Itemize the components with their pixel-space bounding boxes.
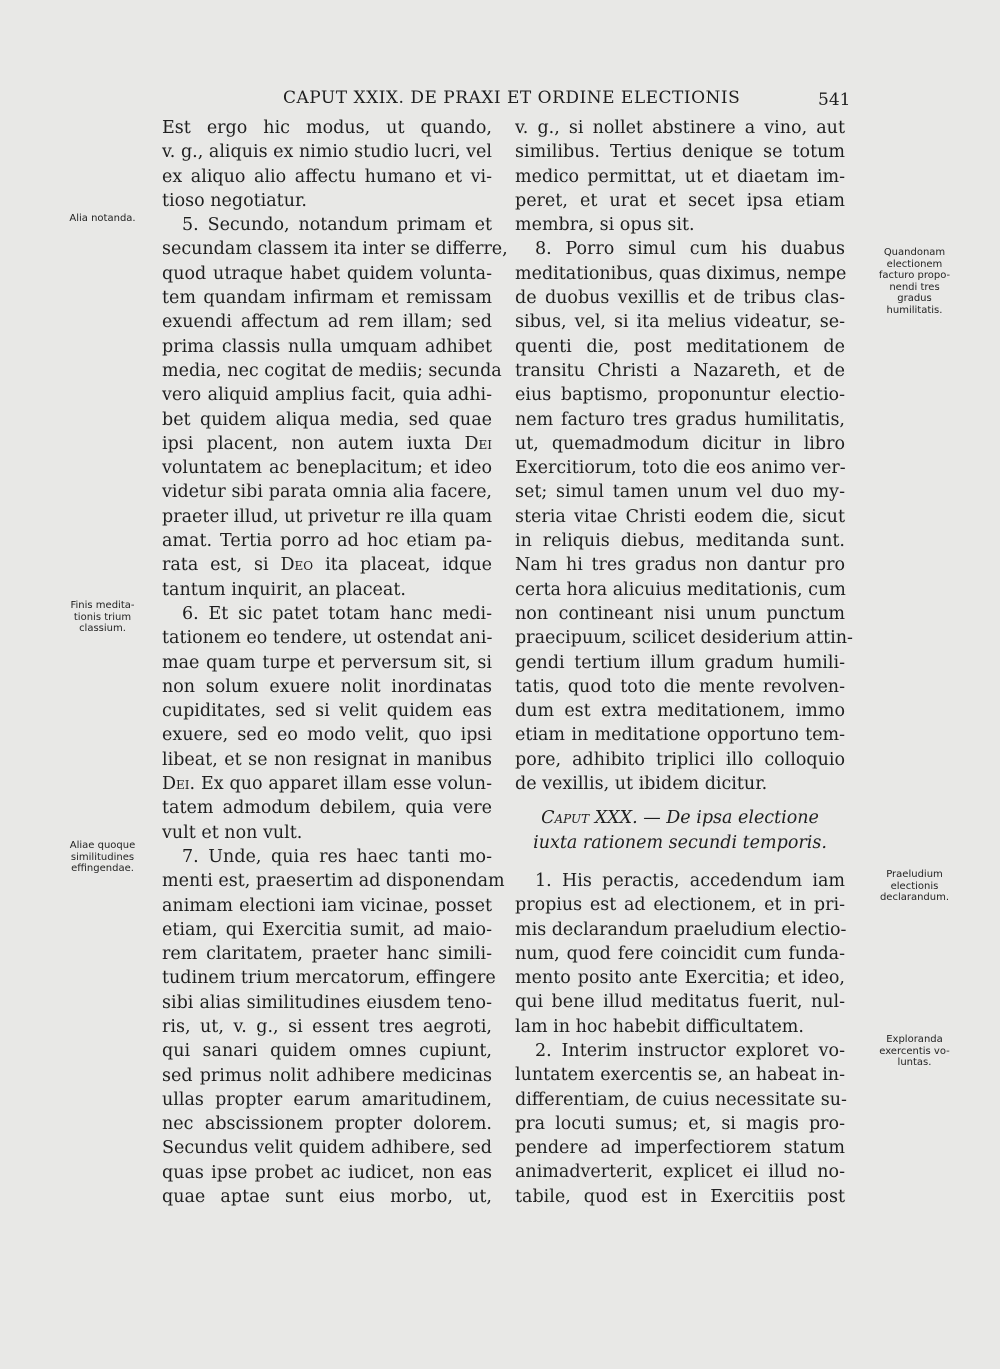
text-line: Dei. Ex quo apparet illam esse volun-	[162, 774, 492, 795]
text-line: tantum inquirit, an placeat.	[162, 579, 406, 600]
text-line: animam electioni iam vicinae, posset	[162, 895, 492, 916]
text-line: tationem eo tendere, ut ostendat ani-	[162, 628, 493, 649]
text-line: prima classis nulla umquam adhibet	[162, 336, 492, 357]
text-line: set; simul tamen unum vel duo my-	[515, 482, 845, 503]
text-line: etiam in meditatione opportuno tem-	[515, 725, 845, 746]
margin-note-text: Quandonam electionem facturo propo- nendi tres gradus humilitatis.	[878, 247, 951, 316]
text-line: rata est, si Deo ita placeat, idque	[162, 555, 492, 576]
text-line: pra locuti sumus; et, si magis pro-	[515, 1113, 845, 1134]
text-line: nem facturo tres gradus humilitatis,	[515, 409, 845, 430]
text-line: bet quidem aliqua media, sed quae	[162, 409, 492, 430]
margin-note-text: Exploranda exercentis vo- luntas.	[879, 1034, 950, 1068]
text-line: vult et non vult.	[162, 822, 303, 843]
text-line: tudinem trium mercatorum, effingere	[162, 968, 496, 989]
page-number: 541	[818, 90, 851, 110]
text-line: 2. Interim instructor exploret vo-	[535, 1040, 845, 1061]
text-line: qui sanari quidem omnes cupiunt,	[162, 1041, 492, 1062]
right-text-column	[515, 116, 853, 1209]
text-line: dum est extra meditationem, immo	[515, 701, 845, 722]
text-line: voluntatem ac beneplacitum; et ideo	[162, 458, 492, 479]
text-line: membra, si opus sit.	[515, 215, 695, 236]
margin-note-gradus-humilitatis	[862, 247, 967, 316]
text-line: tatem admodum debilem, quia vere	[162, 798, 492, 819]
bleed-through-mark	[60, 262, 150, 273]
margin-note-alia-notanda	[55, 213, 150, 225]
small-caps-word: Dei	[162, 774, 190, 795]
text-line: quod utraque habet quidem volunta-	[162, 263, 492, 284]
text-line: Nam hi tres gradus non dantur pro	[515, 555, 845, 576]
text-line: mis declarandum praeludium electio-	[515, 919, 847, 940]
text-line: de vexillis, ut ibidem dicitur.	[515, 774, 768, 795]
margin-note-aliae-similitudines	[55, 840, 150, 875]
text-line: libeat, et se non resignat in manibus	[162, 749, 492, 770]
text-line: pendere ad imperfectiorem statum	[515, 1138, 845, 1159]
text-line: differentiam, de cuius necessitate su-	[515, 1089, 847, 1110]
text-line: 6. Et sic patet totam hanc medi-	[182, 603, 492, 624]
margin-note-exploranda	[862, 1034, 967, 1069]
text-line: 8. Porro simul cum his duabus	[535, 239, 845, 260]
text-line: mento posito ante Exercitia; et ideo,	[515, 968, 845, 989]
text-line: videtur sibi parata omnia alia facere,	[162, 482, 492, 503]
text-line: praecipuum, scilicet desiderium attin-	[515, 628, 853, 649]
text-line: exuere, sed eo modo velit, quo ipsi	[162, 725, 492, 746]
text-line: qui bene illud meditatus fuerit, nul-	[515, 992, 845, 1013]
text-line: tem quandam infirmam et remissam	[162, 288, 492, 309]
text-line: tioso negotiatur.	[162, 190, 307, 211]
spacer	[515, 796, 845, 806]
text-line: 1. His peractis, accedendum iam	[535, 870, 845, 891]
right-column-part-a	[515, 116, 853, 796]
text-line: praeter illud, ut privetur re illa quam	[162, 506, 493, 527]
text-line: mae quam turpe et perversum sit, si	[162, 652, 492, 673]
text-line: Secundus velit quidem adhibere, sed	[162, 1138, 492, 1159]
margin-note-text: Finis medita- tionis trium classium.	[70, 600, 135, 634]
text-line: sibi alias similitudines eiusdem teno-	[162, 992, 492, 1013]
text-line: 7. Unde, quia res haec tanti mo-	[182, 846, 492, 867]
margin-note-text: Alia notanda.	[69, 213, 136, 224]
margin-note-finis-meditationis	[55, 600, 150, 635]
text-line: tatis, quod toto die mente revolven-	[515, 676, 845, 697]
text-line: rem claritatem, praeter hanc simili-	[162, 944, 492, 965]
text-line: ex aliquo alio affectu humano et vi-	[162, 166, 492, 187]
small-caps-word: Deo	[280, 555, 314, 576]
text-line: num, quod fere coincidit cum funda-	[515, 943, 845, 964]
margin-note-text: Praeludium electionis declarandum.	[879, 869, 950, 903]
running-head: CAPUT XXIX. DE PRAXI ET ORDINE ELECTIONIS	[283, 88, 741, 108]
chapter-label: Caput XXX.	[541, 808, 638, 829]
text-line: similibus. Tertius denique se totum	[515, 142, 845, 163]
text-line: etiam, qui Exercitia sumit, ad maio-	[162, 919, 492, 940]
margin-note-text: Aliae quoque similitudines effingendae.	[69, 840, 136, 874]
text-line: de duobus vexillis et de tribus clas-	[515, 288, 845, 309]
text-line: lam in hoc habebit difficultatem.	[515, 1016, 804, 1037]
text-line: menti est, praesertim ad disponendam	[162, 871, 505, 892]
text-line: 5. Secundo, notandum primam et	[182, 215, 492, 236]
text-line: quas ipse probet ac iudicet, non eas	[162, 1162, 492, 1183]
text-line: steria vitae Christi eodem die, sicut	[515, 506, 845, 527]
text-line: Est ergo hic modus, ut quando,	[162, 118, 492, 138]
text-line: non contineant nisi unum punctum	[515, 603, 845, 624]
text-line: v. g., si nollet abstinere a vino, aut	[515, 118, 845, 138]
text-line: exuendi affectum ad rem illam; sed	[162, 312, 492, 333]
text-line: certa hora alicuius meditationis, cum	[515, 579, 846, 600]
text-line: sibus, vel, si ita melius videatur, se-	[515, 312, 845, 333]
chapter-heading-line-2: iuxta rationem secundi temporis.	[533, 832, 827, 853]
text-line: animadverterit, explicet ei illud no-	[515, 1162, 845, 1183]
text-line: peret, et urat et secet ipsa etiam	[515, 190, 845, 211]
text-line: propius est ad electionem, et in pri-	[515, 895, 845, 916]
text-line: secundam classem ita inter se differre,	[162, 239, 508, 260]
chapter-heading-line-1	[515, 806, 845, 830]
spacer	[515, 855, 845, 869]
small-caps-word: Dei	[464, 433, 492, 454]
text-line: pore, adhibito triplici illo colloquio	[515, 749, 845, 770]
text-line: ris, ut, v. g., si essent tres aegroti,	[162, 1016, 492, 1037]
left-text-column	[162, 116, 508, 1209]
text-line: Exercitiorum, toto die eos animo ver-	[515, 458, 846, 479]
text-line: transitu Christi a Nazareth, et de	[515, 360, 845, 381]
chapter-title-part: — De ipsa electione	[637, 808, 819, 829]
text-line: eius baptismo, proponuntur electio-	[515, 385, 845, 406]
text-line: quae aptae sunt eius morbo, ut,	[162, 1187, 492, 1208]
text-line: amat. Tertia porro ad hoc etiam pa-	[162, 531, 492, 552]
text-line: medico permittat, ut et diaetam im-	[515, 166, 845, 187]
text-line: in reliquis diebus, meditanda sunt.	[515, 531, 845, 552]
text-line: sed primus nolit adhibere medicinas	[162, 1065, 492, 1086]
text-line: ut, quemadmodum dicitur in libro	[515, 433, 845, 454]
text-line: gendi tertium illum gradum humili-	[515, 652, 845, 673]
right-column-part-b	[515, 869, 845, 1209]
text-line: non solum exuere nolit inordinatas	[162, 676, 492, 697]
margin-note-praeludium	[862, 869, 967, 904]
text-line: quenti die, post meditationem de	[515, 336, 845, 357]
text-line: cupiditates, sed si velit quidem eas	[162, 701, 492, 722]
text-line: luntatem exercentis se, an habeat in-	[515, 1065, 845, 1086]
text-line: tabile, quod est in Exercitiis post	[515, 1186, 845, 1207]
text-line: ullas propter earum amaritudinem,	[162, 1089, 492, 1110]
text-line: meditationibus, quas diximus, nempe	[515, 263, 847, 284]
text-line: vero aliquid amplius facit, quia adhi-	[162, 385, 492, 406]
text-line: nec abscissionem propter dolorem.	[162, 1114, 492, 1135]
text-line: ipsi placent, non autem iuxta Dei	[162, 433, 492, 454]
text-line: v. g., aliquis ex nimio studio lucri, vel	[162, 142, 492, 163]
text-line: media, nec cogitat de mediis; secunda	[162, 360, 502, 381]
